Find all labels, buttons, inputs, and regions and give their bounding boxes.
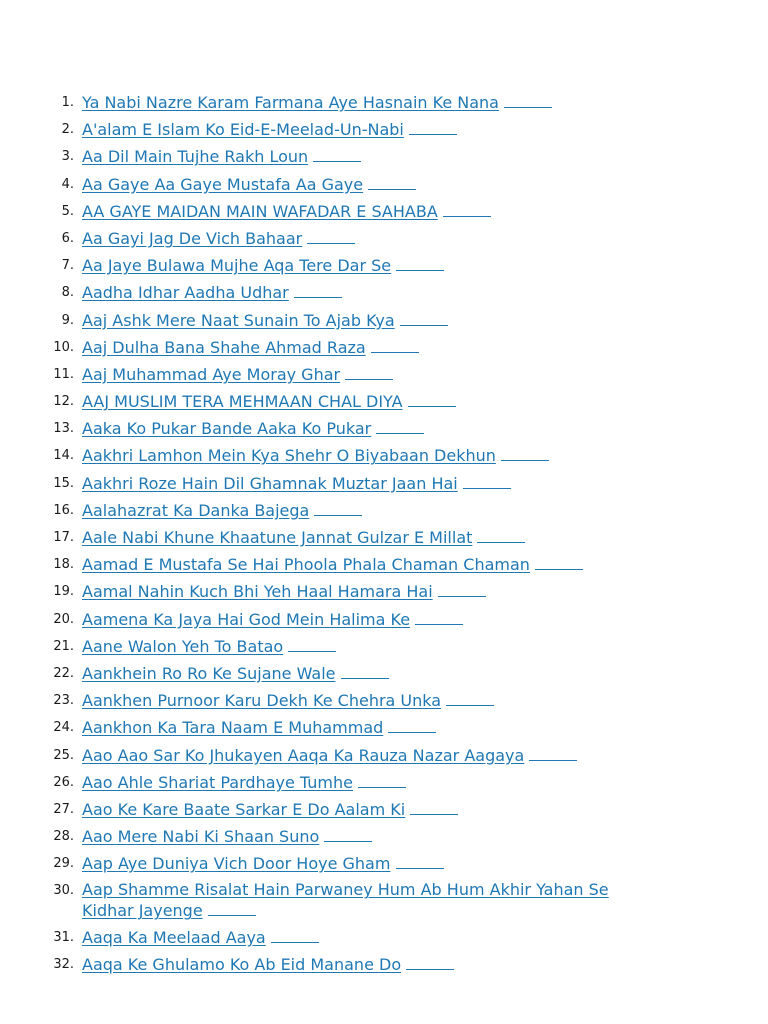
list-item-number: 7. (61, 258, 74, 274)
song-link[interactable] (82, 799, 458, 820)
link-underline-tail (314, 500, 362, 516)
list-item (0, 445, 768, 467)
song-link[interactable] (82, 146, 361, 167)
list-item-number: 30. (53, 883, 74, 899)
link-underline-tail (410, 799, 458, 815)
list-item-number: 15. (53, 475, 74, 491)
list-item (0, 636, 768, 658)
song-link[interactable] (82, 473, 511, 494)
song-link-label: Aale Nabi Khune Khaatune Jannat Gulzar E Millat (82, 528, 473, 547)
list-item-number: 26. (53, 774, 74, 790)
song-link[interactable] (82, 364, 393, 385)
song-link-label: Aankhen Purnoor Karu Dekh Ke Chehra Unka (82, 691, 442, 711)
song-link-label: Aamad E Mustafa Se Hai Phoola Phala Chaman Chaman (82, 555, 530, 575)
link-underline-tail (396, 255, 444, 271)
link-underline-tail (463, 473, 511, 489)
song-link-label: Aadha Idhar Aadha Udhar (82, 283, 289, 303)
song-link-label: Aa Gayi Jag De Vich Bahaar (82, 228, 303, 248)
list-item-number: 29. (53, 856, 74, 872)
link-underline-tail (208, 900, 256, 916)
song-link[interactable] (82, 927, 319, 948)
song-link[interactable] (82, 337, 419, 358)
song-link-label: Aankhon Ka Tara Naam E Muhammad (82, 718, 384, 738)
song-link-label: Ya Nabi Nazre Karam Farmana Aye Hasnain Ke Nana (82, 93, 499, 112)
link-underline-tail (535, 554, 583, 570)
list-item (0, 228, 768, 250)
link-underline-tail (371, 337, 419, 353)
link-underline-tail (443, 201, 491, 217)
song-link[interactable] (82, 690, 494, 711)
song-link[interactable] (82, 745, 577, 766)
link-underline-tail (288, 636, 336, 652)
song-link-label: Aaj Dulha Bana Shahe Ahmad Raza (82, 337, 366, 357)
list-item-number: 16. (53, 502, 74, 518)
list-item (0, 609, 768, 631)
list-item (0, 527, 768, 549)
list-item-number: 25. (53, 747, 74, 763)
link-underline-tail (388, 717, 436, 733)
list-item-number: 3. (61, 149, 74, 165)
song-link-label: Aakhri Roze Hain Dil Ghamnak Muztar Jaan Hai (82, 473, 458, 493)
list-item-number: 17. (53, 530, 74, 545)
list-item-number: 18. (53, 557, 74, 573)
song-link[interactable] (82, 609, 463, 630)
list-item-number: 23. (53, 693, 74, 709)
list-item-number: 1. (61, 95, 74, 110)
link-underline-tail (501, 445, 549, 461)
list-item-number: 27. (53, 801, 74, 817)
link-underline-tail (341, 663, 389, 679)
link-underline-tail (396, 853, 444, 869)
list-item-number: 2. (61, 122, 74, 138)
list-item (0, 174, 768, 196)
song-link-list (0, 92, 768, 981)
link-underline-tail (368, 174, 416, 190)
list-item-number: 21. (53, 638, 74, 654)
list-item-number: 9. (61, 312, 74, 328)
song-link-label: Aamena Ka Jaya Hai God Mein Halima Ke (82, 609, 411, 629)
link-underline-tail (446, 690, 494, 706)
list-item (0, 690, 768, 712)
song-link-label: Aaqa Ka Meelaad Aaya (82, 927, 266, 947)
song-link[interactable] (82, 500, 362, 521)
list-item (0, 772, 768, 794)
song-link-label: Aaqa Ke Ghulamo Ko Ab Eid Manane Do (82, 954, 402, 974)
list-item-number: 19. (53, 584, 74, 600)
list-item (0, 92, 768, 114)
song-link[interactable] (82, 174, 416, 195)
song-link-label: Aao Aao Sar Ko Jhukayen Aaqa Ka Rauza Nazar Aagaya (82, 745, 525, 765)
song-link[interactable] (82, 418, 424, 439)
list-item (0, 954, 768, 976)
list-item (0, 282, 768, 304)
list-item (0, 663, 768, 685)
link-underline-tail (294, 282, 342, 298)
link-underline-tail (409, 119, 457, 135)
link-underline-tail (504, 92, 552, 108)
song-link-label: Aaj Ashk Mere Naat Sunain To Ajab Kya (82, 310, 395, 330)
song-link-label: Aankhein Ro Ro Ke Sujane Wale (82, 663, 336, 683)
list-item-number: 6. (61, 230, 74, 246)
link-underline-tail (477, 527, 525, 543)
song-link[interactable] (82, 880, 642, 921)
list-item (0, 418, 768, 440)
song-link-label: Aao Ke Kare Baate Sarkar E Do Aalam Ki (82, 799, 406, 819)
list-item (0, 717, 768, 739)
list-item-number: 5. (61, 203, 74, 219)
song-link-label: Aap Shamme Risalat Hain Parwaney Hum Ab Hum Akhir Yahan Se Kidhar Jayenge (82, 880, 609, 921)
list-item-number: 32. (53, 956, 74, 972)
song-link[interactable] (82, 663, 389, 684)
list-item (0, 473, 768, 495)
song-link[interactable] (82, 527, 525, 548)
list-item-number: 12. (53, 394, 74, 410)
link-underline-tail (376, 418, 424, 434)
list-item (0, 146, 768, 168)
link-underline-tail (271, 927, 319, 943)
list-item (0, 581, 768, 603)
song-link[interactable] (82, 717, 436, 738)
link-underline-tail (400, 310, 448, 326)
song-link-label: Aap Aye Duniya Vich Door Hoye Gham (82, 854, 391, 874)
song-link-label: Aaj Muhammad Aye Moray Ghar (82, 364, 341, 384)
list-item (0, 500, 768, 522)
list-item-number: 8. (61, 285, 74, 301)
song-link[interactable] (82, 853, 444, 874)
list-item (0, 364, 768, 386)
list-item (0, 880, 768, 921)
link-underline-tail (324, 826, 372, 842)
list-item-number: 31. (53, 929, 74, 945)
list-item (0, 119, 768, 141)
list-item (0, 745, 768, 767)
list-item-number: 4. (61, 176, 74, 192)
list-item (0, 853, 768, 875)
list-item-number: 28. (53, 829, 74, 845)
song-link[interactable] (82, 255, 444, 276)
song-link-label: Aa Gaye Aa Gaye Mustafa Aa Gaye (82, 174, 364, 194)
list-item (0, 337, 768, 359)
link-underline-tail (529, 745, 577, 761)
song-link-label: Aakhri Lamhon Mein Kya Shehr O Biyabaan Dekhun (82, 446, 496, 466)
song-link-label: Aalahazrat Ka Danka Bajega (82, 500, 310, 520)
song-link[interactable] (82, 119, 457, 140)
link-underline-tail (408, 391, 456, 407)
list-item (0, 927, 768, 949)
list-item-number: 20. (53, 611, 74, 627)
link-underline-tail (415, 609, 463, 625)
song-link[interactable] (82, 772, 406, 793)
list-item-number: 13. (53, 421, 74, 437)
list-item (0, 310, 768, 332)
song-link[interactable] (82, 954, 454, 975)
song-link[interactable] (82, 282, 342, 303)
song-link[interactable] (82, 445, 549, 466)
link-underline-tail (358, 772, 406, 788)
song-link-label: Aa Jaye Bulawa Mujhe Aqa Tere Dar Se (82, 256, 392, 276)
song-link-label: Aao Mere Nabi Ki Shaan Suno (82, 827, 320, 847)
song-link[interactable] (82, 201, 491, 222)
song-link[interactable] (82, 228, 355, 249)
list-item-number: 22. (53, 665, 74, 681)
list-item (0, 391, 768, 413)
song-link[interactable] (82, 391, 456, 412)
link-underline-tail (345, 364, 393, 380)
list-item (0, 201, 768, 223)
song-link[interactable] (82, 636, 336, 657)
song-link-label: A'alam E Islam Ko Eid-E-Meelad-Un-Nabi (82, 120, 404, 140)
song-link[interactable] (82, 581, 486, 602)
song-link-label: Aa Dil Main Tujhe Rakh Loun (82, 147, 309, 167)
song-link[interactable] (82, 826, 372, 847)
list-item (0, 255, 768, 277)
song-link-label: Aamal Nahin Kuch Bhi Yeh Haal Hamara Hai (82, 582, 433, 602)
list-item-number: 14. (53, 448, 74, 464)
list-item-number: 10. (53, 339, 74, 355)
song-link-label: Aaka Ko Pukar Bande Aaka Ko Pukar (82, 419, 372, 439)
list-item-number: 24. (53, 720, 74, 736)
song-link-label: AAJ MUSLIM TERA MEHMAAN CHAL DIYA (82, 392, 403, 412)
list-item (0, 799, 768, 821)
song-link-label: AA GAYE MAIDAN MAIN WAFADAR E SAHABA (82, 201, 438, 221)
link-underline-tail (307, 228, 355, 244)
link-underline-tail (406, 954, 454, 970)
song-link-label: Aane Walon Yeh To Batao (82, 636, 284, 656)
list-item (0, 826, 768, 848)
song-link[interactable] (82, 92, 552, 113)
song-link[interactable] (82, 554, 583, 575)
song-link-label: Aao Ahle Shariat Pardhaye Tumhe (82, 772, 353, 792)
list-item-number: 11. (53, 366, 74, 382)
link-underline-tail (438, 581, 486, 597)
song-link[interactable] (82, 310, 448, 331)
link-underline-tail (313, 146, 361, 162)
list-item (0, 554, 768, 576)
